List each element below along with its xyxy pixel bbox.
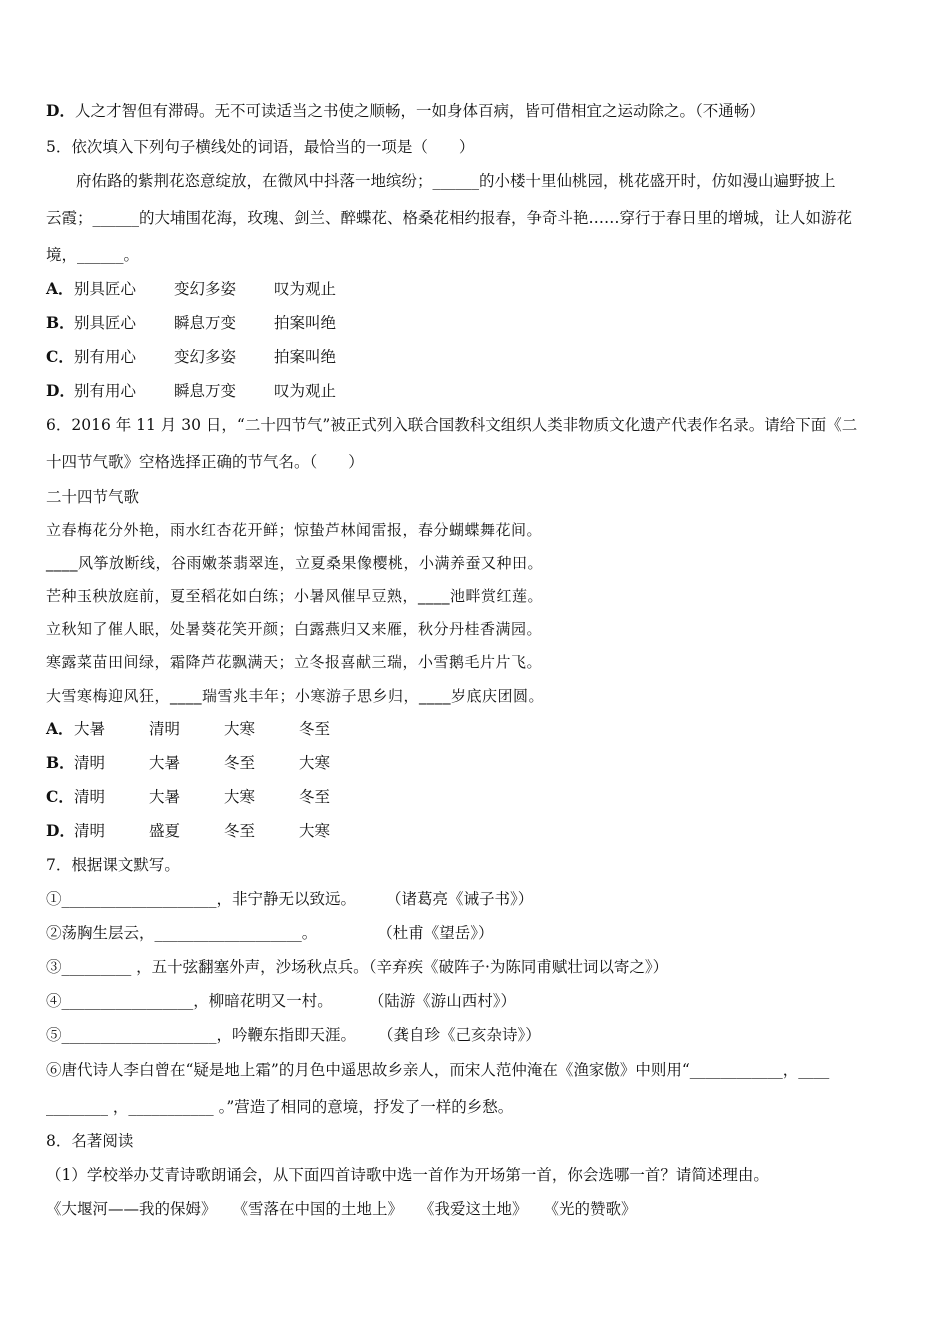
option-word: 变幻多姿	[174, 280, 237, 298]
option-word: 冬至	[299, 788, 331, 806]
option-letter: C．	[46, 347, 74, 366]
q5-option-d	[46, 381, 904, 401]
q6-option-d	[46, 821, 904, 841]
option-word: 清明	[149, 720, 181, 738]
option-word: 叹为观止	[274, 280, 337, 298]
q7-item-source: （辛弃疾《破阵子·为陈同甫赋壮词以寄之》）	[368, 958, 669, 976]
q5-passage-line1: 府佑路的紫荆花恣意绽放，在微风中抖落一地缤纷；______的小楼十里仙桃园，桃花盛开时，仿如漫山遍野披上	[76, 172, 836, 190]
q6-poem-line: ____风筝放断线，谷雨嫩茶翡翠连，立夏桑果像樱桃，小满养蚕又种田。	[46, 554, 544, 572]
option-word: 大暑	[74, 720, 106, 738]
q7-item-6-line2: ________ ，___________ 。”营造了相同的意境，抒发了一样的乡愁。	[46, 1098, 514, 1116]
option-word: 大暑	[149, 788, 181, 806]
q6-poem-line: 大雪寒梅迎风狂，____瑞雪兆丰年；小寒游子思乡归，____岁底庆团圆。	[46, 687, 545, 705]
option-word: 大寒	[224, 720, 256, 738]
q7-item-text: ③_________ ，五十弦翻塞外声，沙场秋点兵。	[46, 958, 369, 976]
option-letter: A．	[46, 719, 74, 738]
q4-option-d-letter: D．	[46, 101, 75, 120]
q7-item-source: （诸葛亮《诫子书》）	[386, 890, 534, 908]
q7-item-2	[46, 923, 904, 943]
q8-stem: 8．名著阅读	[46, 1132, 134, 1150]
q8-poem-title: 《我爱这土地》	[419, 1200, 528, 1218]
q6-poem-line: 寒露菜苗田间绿，霜降芦花飘满天；立冬报喜献三瑞，小雪鹅毛片片飞。	[46, 653, 543, 671]
option-word: 冬至	[224, 754, 256, 772]
option-word: 大暑	[149, 754, 181, 772]
q7-item-source: （杜甫《望岳》）	[377, 924, 494, 942]
option-word: 冬至	[224, 822, 256, 840]
q6-option-a	[46, 719, 904, 739]
option-letter: D．	[46, 821, 75, 840]
q8-poem-title: 《雪落在中国的土地上》	[232, 1200, 404, 1218]
option-word: 别具匠心	[74, 280, 137, 298]
q7-item-4	[46, 991, 904, 1011]
q6-poem-title: 二十四节气歌	[46, 488, 140, 506]
option-word: 清明	[74, 788, 106, 806]
option-letter: C．	[46, 787, 74, 806]
q5-option-c	[46, 347, 904, 367]
q6-stem-line2: 十四节气歌》空格选择正确的节气名。（ ）	[46, 453, 364, 471]
q6-poem-line: 立秋知了催人眠，处暑葵花笑开颜；白露燕归又来雁，秋分丹桂香满园。	[46, 620, 543, 638]
q8-poem-list	[46, 1199, 904, 1219]
option-word: 别有用心	[74, 348, 137, 366]
q5-passage-line3: 境，______。	[46, 246, 140, 264]
q8-poem-title: 《大堰河——我的保姆》	[46, 1200, 217, 1218]
q6-option-c	[46, 787, 904, 807]
q7-item-text: ⑤____________________，吟鞭东指即天涯。	[46, 1026, 357, 1044]
option-word: 别具匠心	[74, 314, 137, 332]
q7-item-source: （龚自珍《己亥杂诗》）	[378, 1026, 541, 1044]
q7-item-3	[46, 957, 904, 977]
q7-item-5	[46, 1025, 904, 1045]
q7-item-text: ④_________________，柳暗花明又一村。	[46, 992, 333, 1010]
option-letter: A．	[46, 279, 74, 298]
option-word: 盛夏	[149, 822, 181, 840]
q6-stem-line1: 6．2016 年 11 月 30 日，“二十四节气”被正式列入联合国教科文组织人类非物质文化遗产代表作名录。请给下面《二	[46, 416, 858, 434]
q6-poem-line: 立春梅花分外艳，雨水红杏花开鲜；惊蛰芦林闻雷报，春分蝴蝶舞花间。	[46, 521, 543, 539]
q6-poem-line: 芒种玉秧放庭前，夏至稻花如白练；小暑风催早豆熟，____池畔赏红莲。	[46, 587, 544, 605]
option-word: 变幻多姿	[174, 348, 237, 366]
option-word: 大寒	[299, 822, 331, 840]
option-word: 别有用心	[74, 382, 137, 400]
option-word: 冬至	[299, 720, 331, 738]
option-word: 拍案叫绝	[274, 348, 337, 366]
q4-option-d	[46, 101, 904, 121]
q7-item-text: ②荡胸生层云，___________________。	[46, 924, 318, 942]
q5-option-b	[46, 313, 904, 333]
option-word: 大寒	[224, 788, 256, 806]
q5-stem: 5．依次填入下列句子横线处的词语，最恰当的一项是（ ）	[46, 138, 475, 156]
option-word: 拍案叫绝	[274, 314, 337, 332]
q6-option-b	[46, 753, 904, 773]
q8-poem-title: 《光的赞歌》	[543, 1200, 637, 1218]
option-word: 大寒	[299, 754, 331, 772]
option-word: 清明	[74, 822, 106, 840]
q4-option-d-text: 人之才智但有滞碍。无不可读适当之书使之顺畅，一如身体百病，皆可借相宜之运动除之。（不通畅）	[74, 102, 765, 120]
option-letter: B．	[46, 313, 75, 332]
q7-stem: 7．根据课文默写。	[46, 856, 180, 874]
option-letter: D．	[46, 381, 75, 400]
option-word: 叹为观止	[274, 382, 337, 400]
option-word: 清明	[74, 754, 106, 772]
option-word: 瞬息万变	[174, 314, 237, 332]
option-letter: B．	[46, 753, 75, 772]
q8-sub1: （1）学校举办艾青诗歌朗诵会，从下面四首诗歌中选一首作为开场第一首，你会选哪一首？请简述理由。	[46, 1166, 769, 1184]
option-word: 瞬息万变	[174, 382, 237, 400]
q7-item-source: （陆游《游山西村》）	[368, 992, 517, 1010]
q7-item-1	[46, 889, 904, 909]
q5-passage-line2: 云霞；______的大埔围花海，玫瑰、剑兰、醉蝶花、格桑花相约报春，争奇斗艳……穿行于春日里的增城，让人如游花	[46, 209, 853, 227]
q7-item-6-line1: ⑥唐代诗人李白曾在“疑是地上霜”的月色中遥思故乡亲人，而宋人范仲淹在《渔家傲》中则用“____________，____	[46, 1061, 830, 1079]
q5-option-a	[46, 279, 904, 299]
q7-item-text: ①____________________，非宁静无以致远。	[46, 890, 357, 908]
